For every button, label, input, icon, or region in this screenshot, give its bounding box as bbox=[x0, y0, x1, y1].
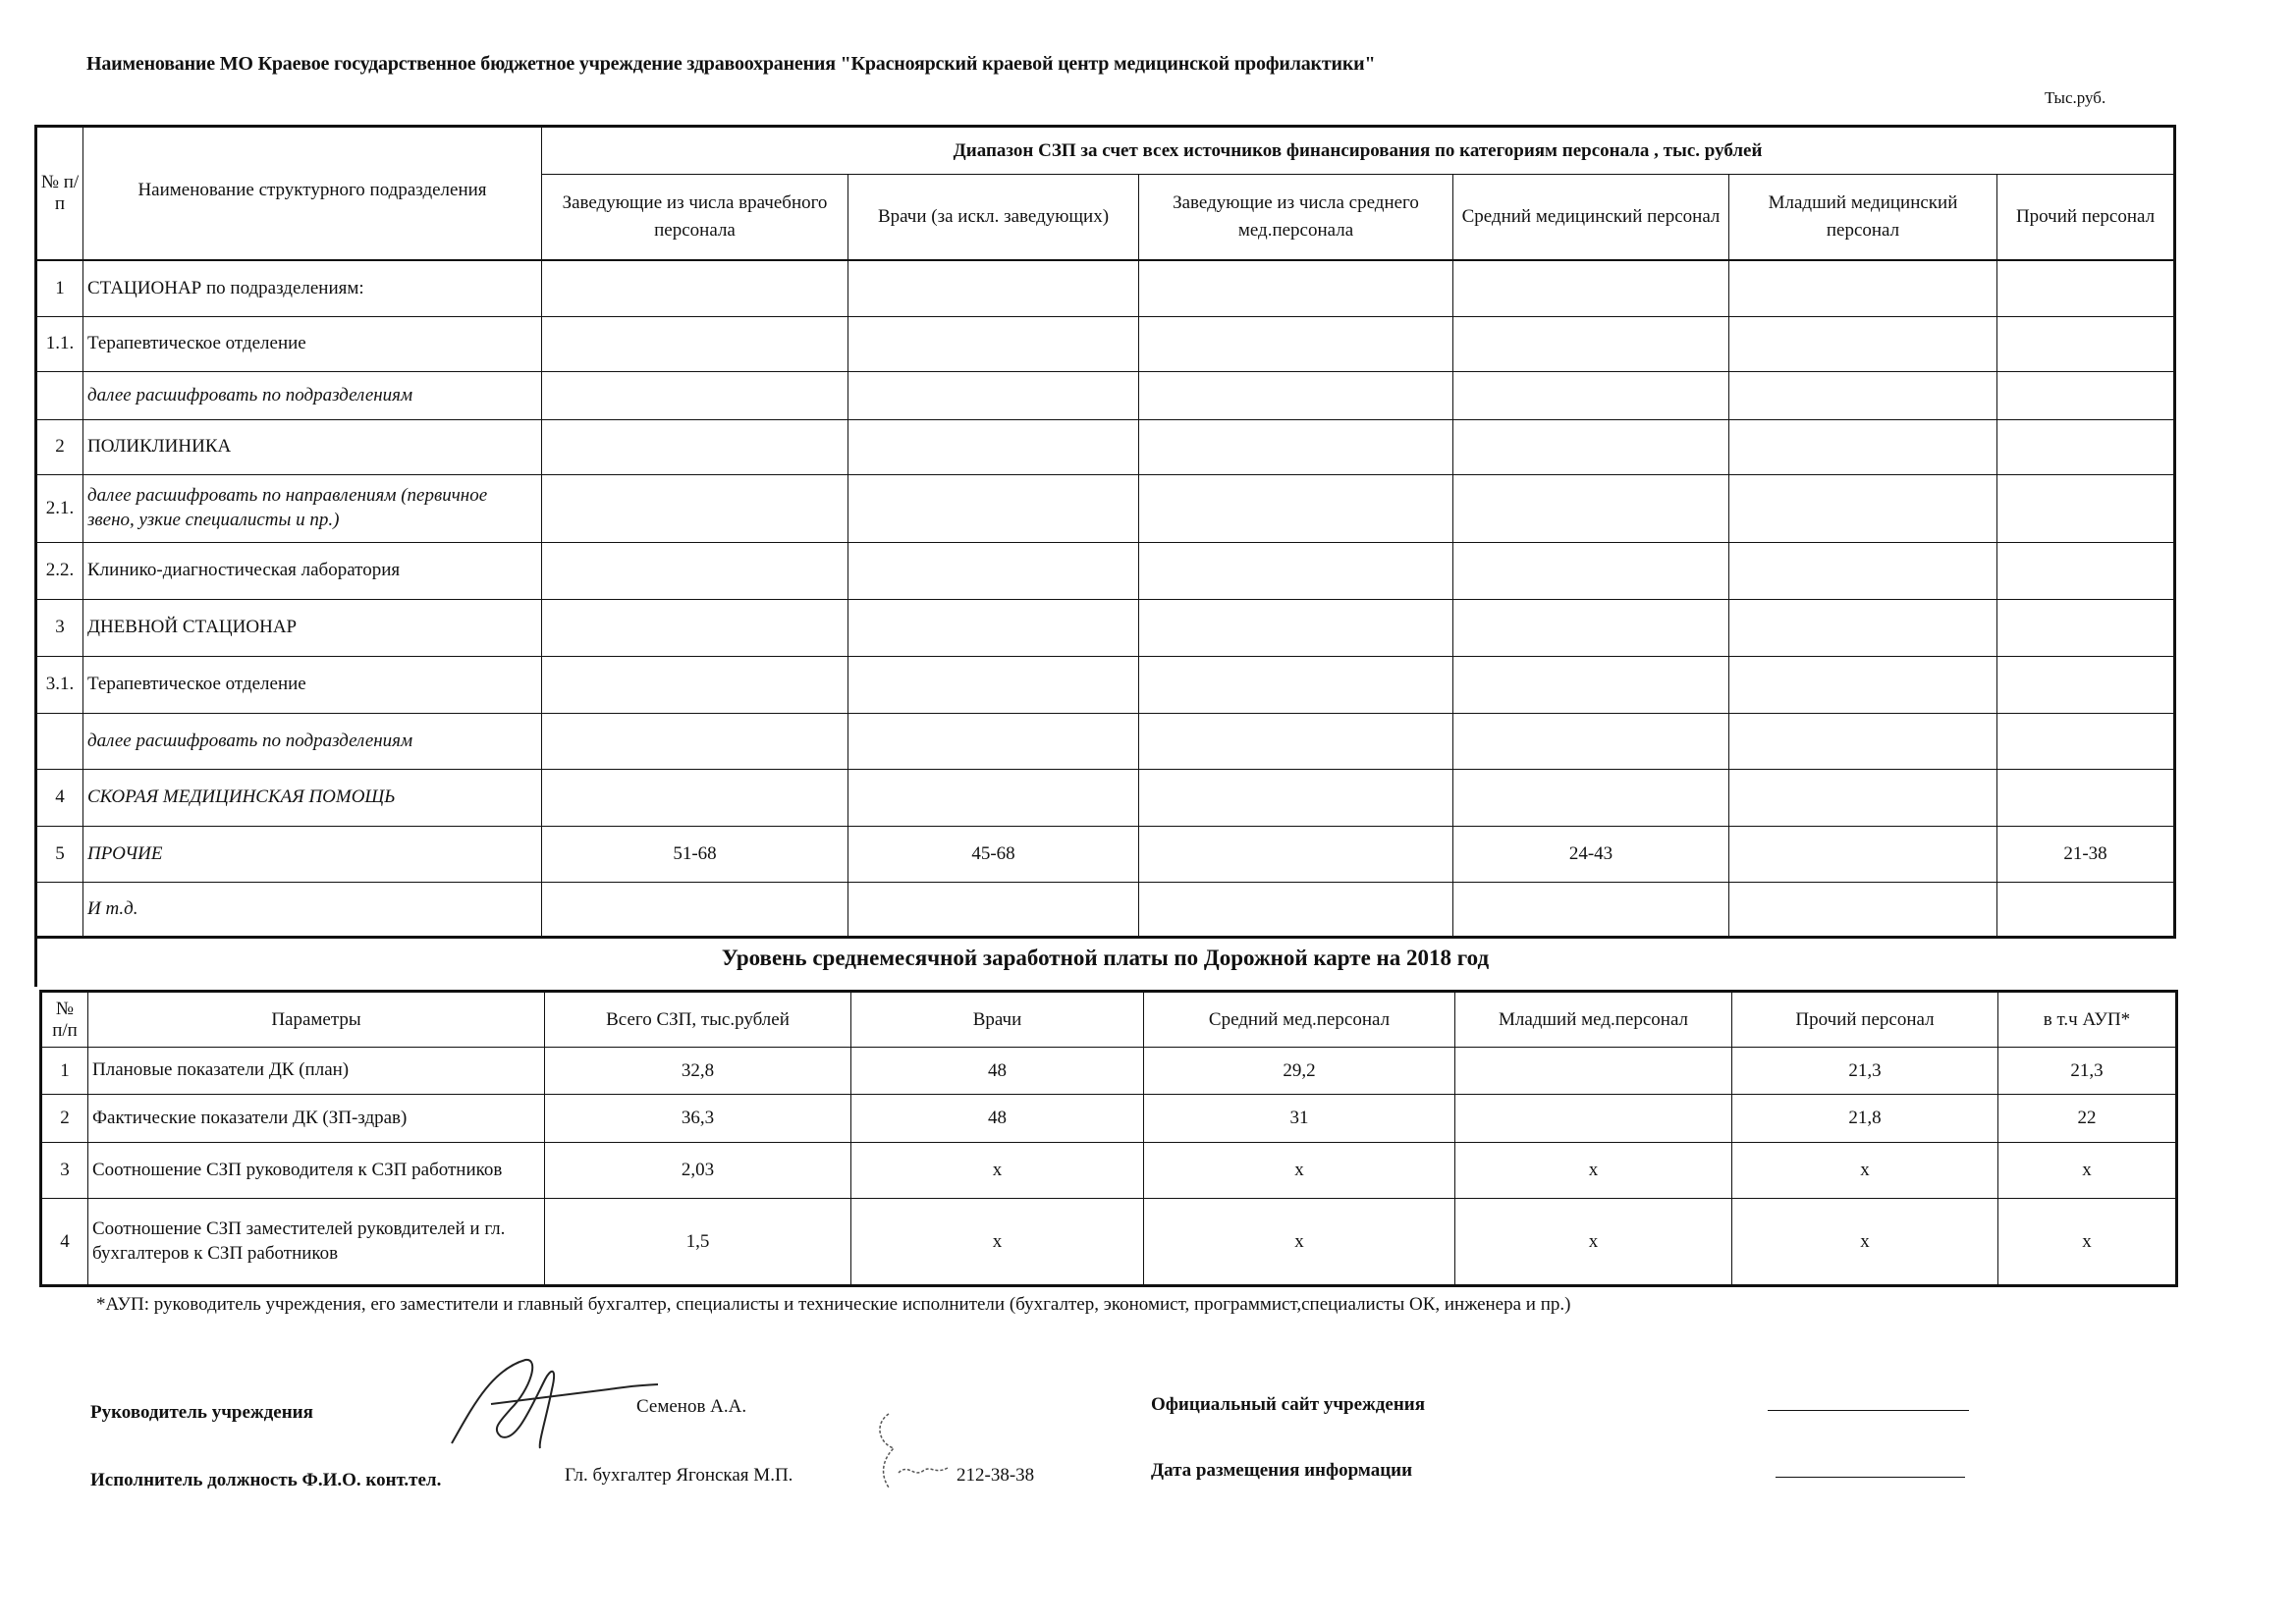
col-header-aup: в т.ч АУП* bbox=[1998, 992, 2177, 1048]
row-number bbox=[36, 371, 83, 419]
cell-value bbox=[1729, 260, 1997, 316]
row-param-name: Фактические показатели ДК (ЗП-здрав) bbox=[88, 1095, 545, 1143]
col-header-total: Всего СЗП, тыс.рублей bbox=[545, 992, 851, 1048]
row-name: далее расшифровать по направлениям (первичное звено, узкие специалисты и пр.) bbox=[83, 474, 542, 542]
row-number: 2.1. bbox=[36, 474, 83, 542]
cell-value bbox=[1139, 656, 1453, 713]
col-header-heads-nurses: Заведующие из числа среднего мед.персонала bbox=[1139, 175, 1453, 260]
cell-value bbox=[848, 260, 1139, 316]
table-row bbox=[36, 656, 2175, 713]
cell-value bbox=[1729, 826, 1997, 882]
cell-value bbox=[1729, 656, 1997, 713]
table-row bbox=[36, 371, 2175, 419]
cell-value bbox=[1729, 316, 1997, 371]
table-row bbox=[36, 713, 2175, 769]
table-row bbox=[36, 260, 2175, 316]
table-row bbox=[41, 1199, 2177, 1286]
col-header-other: Прочий персонал bbox=[1732, 992, 1998, 1048]
cell-value bbox=[1729, 419, 1997, 474]
cell-value bbox=[542, 260, 848, 316]
row-number: 4 bbox=[41, 1199, 88, 1286]
cell-value bbox=[1453, 474, 1729, 542]
cell-value: х bbox=[1144, 1143, 1455, 1199]
cell-value bbox=[1139, 882, 1453, 937]
col-header-heads-doctors: Заведующие из числа врачебного персонала bbox=[542, 175, 848, 260]
cell-value bbox=[1997, 713, 2175, 769]
cell-value bbox=[1139, 542, 1453, 599]
cell-value: х bbox=[1144, 1199, 1455, 1286]
col-header-junior: Младший мед.персонал bbox=[1455, 992, 1732, 1048]
cell-value: 48 bbox=[851, 1095, 1144, 1143]
cell-value bbox=[1453, 882, 1729, 937]
cell-value bbox=[1139, 599, 1453, 656]
col-header-doctors: Врачи bbox=[851, 992, 1144, 1048]
table-row bbox=[41, 1048, 2177, 1095]
cell-value: 31 bbox=[1144, 1095, 1455, 1143]
cell-value bbox=[1997, 371, 2175, 419]
cell-value bbox=[1729, 599, 1997, 656]
cell-value bbox=[848, 474, 1139, 542]
cell-value bbox=[1453, 713, 1729, 769]
row-name: ПОЛИКЛИНИКА bbox=[83, 419, 542, 474]
cell-value: 24-43 bbox=[1453, 826, 1729, 882]
group-header: Диапазон СЗП за счет всех источников финансирования по категориям персонала , тыс. рублей bbox=[542, 127, 2175, 175]
row-number: 2 bbox=[36, 419, 83, 474]
cell-value: 32,8 bbox=[545, 1048, 851, 1095]
cell-value: 21,8 bbox=[1732, 1095, 1998, 1143]
cell-value bbox=[848, 599, 1139, 656]
row-name: Терапевтическое отделение bbox=[83, 656, 542, 713]
cell-value: 21,3 bbox=[1732, 1048, 1998, 1095]
row-number bbox=[36, 882, 83, 937]
table-row bbox=[41, 1095, 2177, 1143]
table-row bbox=[41, 1143, 2177, 1199]
cell-value bbox=[1997, 474, 2175, 542]
table-row bbox=[36, 316, 2175, 371]
table-row bbox=[36, 542, 2175, 599]
cell-value bbox=[848, 713, 1139, 769]
cell-value bbox=[848, 316, 1139, 371]
row-number: 4 bbox=[36, 769, 83, 826]
cell-value: х bbox=[851, 1199, 1144, 1286]
signature-executor-icon bbox=[864, 1404, 953, 1492]
cell-value bbox=[848, 769, 1139, 826]
roadmap-salary-table bbox=[39, 990, 2178, 1287]
executor-label: Исполнитель должность Ф.И.О. конт.тел. bbox=[90, 1470, 442, 1490]
section2-title: Уровень среднемесячной заработной платы по Дорожной карте на 2018 год bbox=[34, 930, 2173, 987]
table-row bbox=[36, 419, 2175, 474]
cell-value: 22 bbox=[1998, 1095, 2177, 1143]
row-number: 1 bbox=[36, 260, 83, 316]
cell-value bbox=[1729, 371, 1997, 419]
cell-value bbox=[1453, 599, 1729, 656]
cell-value bbox=[1729, 769, 1997, 826]
row-number: 3.1. bbox=[36, 656, 83, 713]
date-blank-line bbox=[1776, 1477, 1965, 1478]
row-name: далее расшифровать по подразделениям bbox=[83, 713, 542, 769]
col-header-junior-staff: Младший медицинский персонал bbox=[1729, 175, 1997, 260]
cell-value: 21,3 bbox=[1998, 1048, 2177, 1095]
executor-name: Гл. бухгалтер Ягонская М.П. bbox=[565, 1465, 793, 1486]
table-row bbox=[36, 474, 2175, 542]
cell-value bbox=[848, 419, 1139, 474]
row-name: ПРОЧИЕ bbox=[83, 826, 542, 882]
table-row bbox=[36, 826, 2175, 882]
cell-value bbox=[1453, 656, 1729, 713]
cell-value bbox=[1139, 826, 1453, 882]
row-number bbox=[36, 713, 83, 769]
cell-value bbox=[1455, 1095, 1732, 1143]
row-param-name: Соотношение СЗП руководителя к СЗП работников bbox=[88, 1143, 545, 1199]
col-header-params: Параметры bbox=[88, 992, 545, 1048]
row-number: 1 bbox=[41, 1048, 88, 1095]
cell-value: х bbox=[1455, 1199, 1732, 1286]
cell-value: 1,5 bbox=[545, 1199, 851, 1286]
row-param-name: Соотношение СЗП заместителей руковдителей и гл. бухгалтеров к СЗП работников bbox=[88, 1199, 545, 1286]
cell-value bbox=[1997, 316, 2175, 371]
cell-value bbox=[1139, 316, 1453, 371]
cell-value: х bbox=[1998, 1199, 2177, 1286]
cell-value: 29,2 bbox=[1144, 1048, 1455, 1095]
row-name: И т.д. bbox=[83, 882, 542, 937]
salary-range-table bbox=[34, 125, 2176, 939]
table-row bbox=[36, 599, 2175, 656]
row-name: Клинико-диагностическая лаборатория bbox=[83, 542, 542, 599]
site-label: Официальный сайт учреждения bbox=[1151, 1394, 1426, 1415]
cell-value: х bbox=[851, 1143, 1144, 1199]
cell-value bbox=[542, 371, 848, 419]
cell-value bbox=[1729, 713, 1997, 769]
cell-value bbox=[1997, 542, 2175, 599]
cell-value bbox=[1729, 542, 1997, 599]
cell-value bbox=[1729, 882, 1997, 937]
row-name: ДНЕВНОЙ СТАЦИОНАР bbox=[83, 599, 542, 656]
footnote: *АУП: руководитель учреждения, его заместители и главный бухгалтер, специалисты и технические исполнители (бухгалтер, экономист, программист,специалисты ОК, инженера и пр.) bbox=[96, 1294, 1571, 1315]
row-number: 5 bbox=[36, 826, 83, 882]
cell-value bbox=[1729, 474, 1997, 542]
row-number: 2.2. bbox=[36, 542, 83, 599]
cell-value bbox=[1139, 474, 1453, 542]
cell-value: 21-38 bbox=[1997, 826, 2175, 882]
cell-value bbox=[1139, 419, 1453, 474]
table-row bbox=[36, 769, 2175, 826]
col-header-other-staff: Прочий персонал bbox=[1997, 175, 2175, 260]
cell-value bbox=[848, 371, 1139, 419]
cell-value bbox=[1453, 316, 1729, 371]
cell-value bbox=[1997, 882, 2175, 937]
units-label: Тыс.руб. bbox=[2045, 88, 2106, 107]
row-number: 3 bbox=[41, 1143, 88, 1199]
cell-value bbox=[1453, 260, 1729, 316]
cell-value: 48 bbox=[851, 1048, 1144, 1095]
cell-value bbox=[542, 882, 848, 937]
col-header-name: Наименование структурного подразделения bbox=[83, 127, 542, 261]
cell-value bbox=[1453, 371, 1729, 419]
cell-value bbox=[542, 542, 848, 599]
cell-value bbox=[542, 769, 848, 826]
cell-value bbox=[1139, 260, 1453, 316]
cell-value bbox=[542, 474, 848, 542]
signature-head-icon bbox=[432, 1350, 668, 1458]
cell-value bbox=[1139, 769, 1453, 826]
row-name: СТАЦИОНАР по подразделениям: bbox=[83, 260, 542, 316]
head-label: Руководитель учреждения bbox=[90, 1402, 313, 1423]
col-header-num: № п/п bbox=[41, 992, 88, 1048]
row-number: 2 bbox=[41, 1095, 88, 1143]
cell-value bbox=[542, 419, 848, 474]
cell-value bbox=[542, 316, 848, 371]
cell-value bbox=[1453, 419, 1729, 474]
cell-value bbox=[1139, 713, 1453, 769]
cell-value bbox=[1997, 419, 2175, 474]
executor-phone: 212-38-38 bbox=[957, 1465, 1035, 1486]
col-header-nurses: Средний мед.персонал bbox=[1144, 992, 1455, 1048]
date-label: Дата размещения информации bbox=[1151, 1460, 1413, 1481]
cell-value: 36,3 bbox=[545, 1095, 851, 1143]
document-title: Наименование МО Краевое государственное бюджетное учреждение здравоохранения "Красноярский краевой центр медицинской профилактики" bbox=[86, 53, 1376, 75]
cell-value bbox=[542, 599, 848, 656]
cell-value bbox=[1453, 769, 1729, 826]
cell-value bbox=[542, 656, 848, 713]
col-header-nurses: Средний медицинский персонал bbox=[1453, 175, 1729, 260]
row-number: 1.1. bbox=[36, 316, 83, 371]
row-name: СКОРАЯ МЕДИЦИНСКАЯ ПОМОЩЬ bbox=[83, 769, 542, 826]
cell-value bbox=[1455, 1048, 1732, 1095]
cell-value: 45-68 bbox=[848, 826, 1139, 882]
col-header-doctors: Врачи (за искл. заведующих) bbox=[848, 175, 1139, 260]
cell-value bbox=[1139, 371, 1453, 419]
cell-value: х bbox=[1732, 1143, 1998, 1199]
row-name: далее расшифровать по подразделениям bbox=[83, 371, 542, 419]
cell-value bbox=[1997, 599, 2175, 656]
cell-value bbox=[1453, 542, 1729, 599]
head-name: Семенов А.А. bbox=[636, 1396, 747, 1417]
cell-value bbox=[848, 656, 1139, 713]
cell-value bbox=[542, 713, 848, 769]
cell-value bbox=[1997, 769, 2175, 826]
col-header-num: № п/п bbox=[36, 127, 83, 261]
row-param-name: Плановые показатели ДК (план) bbox=[88, 1048, 545, 1095]
row-number: 3 bbox=[36, 599, 83, 656]
cell-value bbox=[848, 542, 1139, 599]
cell-value bbox=[1997, 656, 2175, 713]
cell-value: 51-68 bbox=[542, 826, 848, 882]
cell-value: х bbox=[1732, 1199, 1998, 1286]
cell-value bbox=[1997, 260, 2175, 316]
cell-value bbox=[848, 882, 1139, 937]
cell-value: х bbox=[1455, 1143, 1732, 1199]
table-row bbox=[36, 882, 2175, 937]
cell-value: х bbox=[1998, 1143, 2177, 1199]
row-name: Терапевтическое отделение bbox=[83, 316, 542, 371]
cell-value: 2,03 bbox=[545, 1143, 851, 1199]
site-blank-line bbox=[1768, 1410, 1969, 1411]
